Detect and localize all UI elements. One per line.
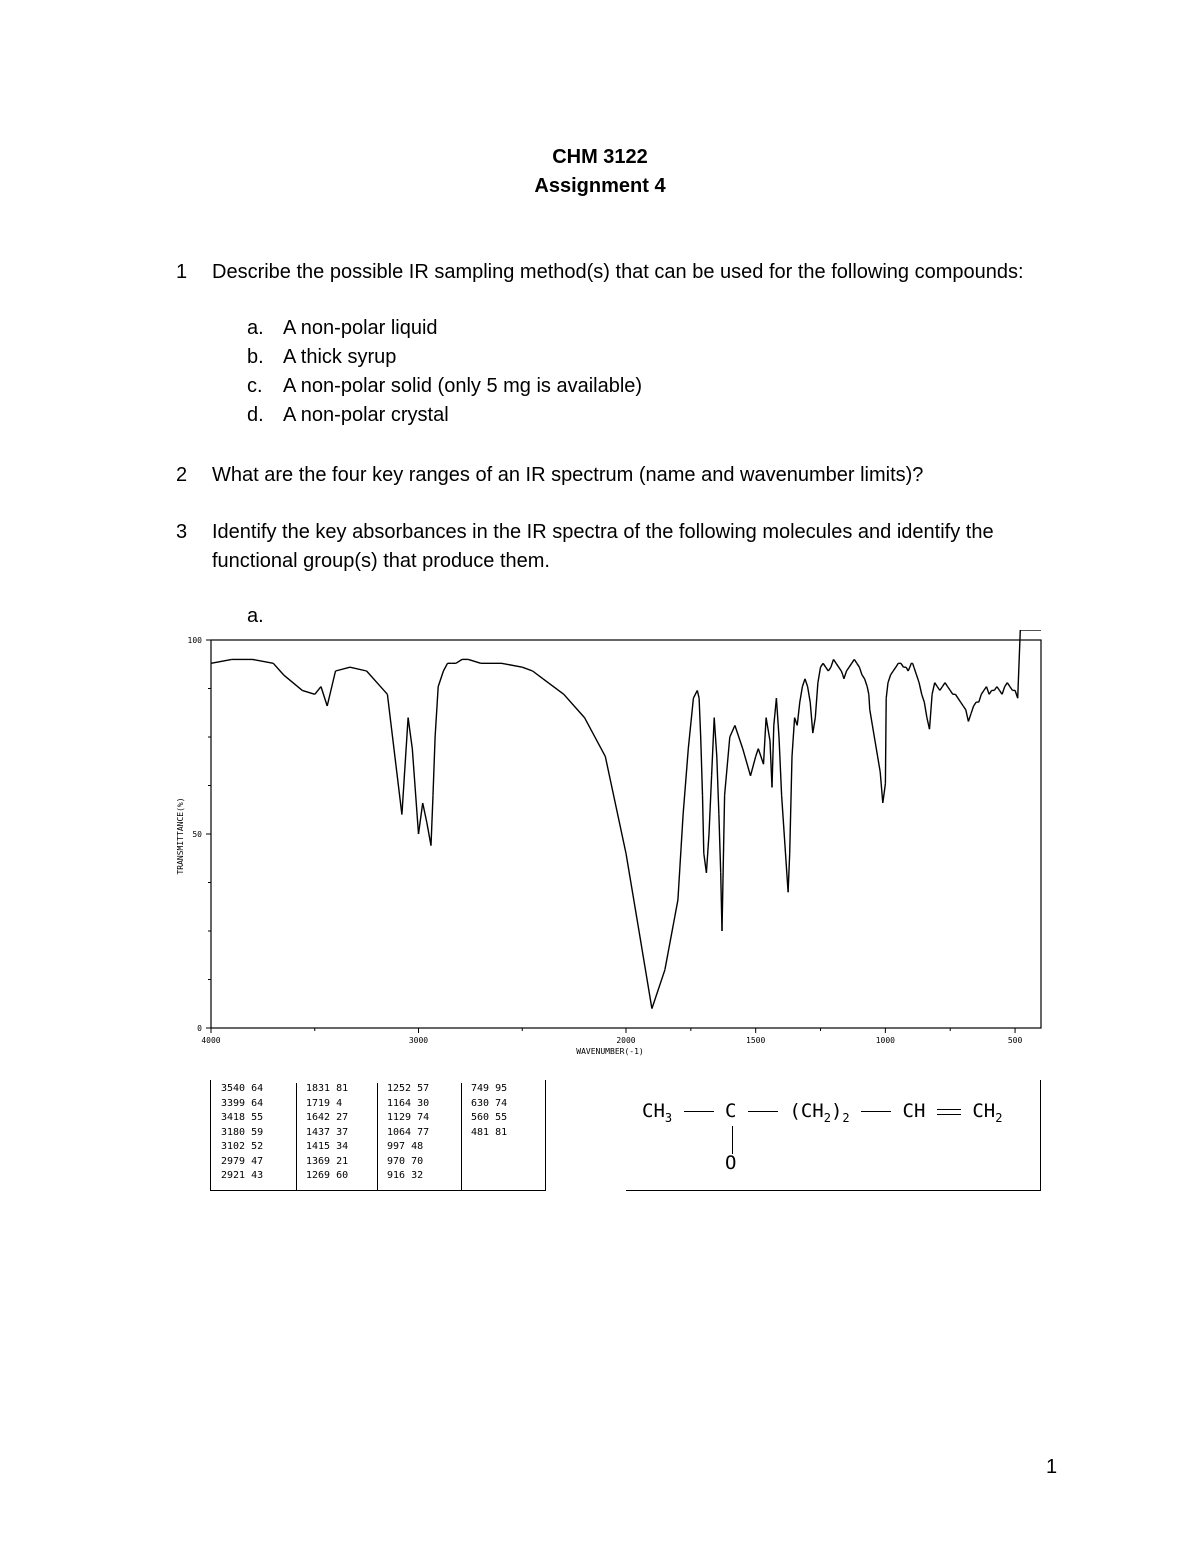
- spectrum-segment: [790, 756, 792, 853]
- spectrum-segment: [585, 718, 606, 757]
- spectrum-segment: [443, 663, 447, 671]
- spectrum-segment: [273, 663, 283, 675]
- spectrum-segment: [772, 725, 774, 787]
- x-tick-label: 1000: [875, 1036, 896, 1045]
- spectrum-segment: [901, 663, 904, 667]
- spectrum-segment: [836, 663, 839, 667]
- peak-entry: 3180 59: [221, 1126, 264, 1138]
- spectrum-segment: [834, 659, 837, 663]
- spectrum-segment: [402, 718, 408, 815]
- spectrum-segment: [948, 687, 951, 691]
- spectrum-segment: [963, 706, 966, 710]
- spectrum-segment: [284, 675, 303, 691]
- spectrum-segment: [730, 725, 735, 737]
- spectrum-segment: [841, 671, 843, 675]
- peak-entry: 970 70: [387, 1155, 424, 1167]
- methylene-open: (CH: [789, 1100, 824, 1122]
- peak-entry: 1269 60: [306, 1170, 349, 1181]
- spectrum-segment: [350, 667, 367, 671]
- spectrum-segment: [891, 671, 894, 675]
- peak-column: [377, 1083, 462, 1190]
- spectrum-segment: [652, 970, 665, 1009]
- spectrum-segment: [831, 659, 834, 667]
- spectrum-segment: [885, 698, 886, 783]
- item-text: A non-polar solid (only 5 mg is available): [283, 375, 643, 397]
- page-number: 1: [1046, 1456, 1058, 1478]
- item-label: c.: [247, 375, 263, 397]
- spectrum-segment: [955, 694, 958, 698]
- question-1-item-d: [247, 404, 449, 427]
- peak-entry: 481 81: [471, 1126, 508, 1138]
- spectrum-segment: [706, 834, 709, 873]
- spectrum-segment: [408, 718, 412, 749]
- spectrum-segment: [862, 675, 865, 679]
- spectrum-segment: [828, 667, 831, 671]
- spectrum-segment: [800, 687, 803, 703]
- peak-entry: 2979 47: [221, 1155, 264, 1167]
- spectrum-segment: [872, 725, 875, 741]
- y-tick-label: 0: [197, 1024, 202, 1033]
- spectrum-segment: [997, 687, 1000, 691]
- spectrum-segment: [427, 822, 431, 845]
- spectrum-segment: [924, 702, 927, 718]
- spectrum-segment: [987, 687, 990, 695]
- spectrum-segment: [968, 714, 971, 722]
- spectrum-segment: [886, 683, 888, 699]
- peak-entry: 3399 64: [221, 1097, 264, 1109]
- y-tick-label: 50: [192, 830, 202, 839]
- spectrum-segment: [867, 687, 869, 695]
- spectrum-segment: [717, 756, 719, 814]
- peak-column: [211, 1083, 297, 1190]
- spectrum-segment: [979, 694, 982, 702]
- spectrum-segment: [683, 749, 688, 815]
- peak-entry: 3102 52: [221, 1141, 264, 1152]
- question-text: Identify the key absorbances in the IR spectra of the following molecules and identify the functional group(s) that produce them.: [212, 521, 994, 572]
- carbonyl-oxygen: O: [725, 1152, 737, 1174]
- spectrum-segment: [693, 690, 697, 698]
- question-1-item-a: [247, 317, 438, 340]
- spectrum-segment: [930, 694, 933, 729]
- spectrum-segment: [502, 663, 523, 667]
- spectrum-segment: [419, 803, 423, 834]
- spectrum-segment: [878, 756, 881, 772]
- peak-entry: 1369 21: [306, 1155, 349, 1167]
- spectrum-segment: [823, 663, 826, 667]
- peak-entry: 1642 27: [306, 1112, 349, 1123]
- spectrum-segment: [914, 667, 917, 675]
- spectrum-segment: [839, 667, 842, 671]
- assignment-title: Assignment 4: [534, 175, 666, 197]
- peak-entry: 2921 43: [221, 1170, 264, 1181]
- spectrum-segment: [917, 675, 920, 683]
- spectrum-segment: [784, 834, 788, 892]
- spectrum-segment: [678, 815, 683, 900]
- item-text: A non-polar liquid: [283, 317, 438, 339]
- spectrum-segment: [940, 687, 943, 691]
- peak-entry: 560 55: [471, 1112, 508, 1123]
- spectrum-segment: [315, 687, 321, 695]
- spectrum-segment: [438, 671, 443, 687]
- x-tick-label: 2000: [616, 1036, 636, 1045]
- spectrum-segment: [870, 710, 873, 726]
- peak-entry: 1164 30: [387, 1097, 430, 1109]
- spectrum-segment: [776, 698, 779, 737]
- peak-entry: 916 32: [387, 1170, 424, 1181]
- spectrum-segment: [919, 683, 922, 695]
- spectrum-segment: [605, 756, 626, 853]
- spectrum-segment: [880, 772, 883, 803]
- spectrum-segment: [699, 698, 701, 737]
- peak-entry: 630 74: [471, 1097, 508, 1109]
- spectrum-segment: [910, 663, 912, 667]
- peak-entry: 1831 81: [306, 1083, 349, 1094]
- spectrum-segment: [945, 683, 948, 687]
- spectrum-segment: [336, 667, 351, 671]
- question-3-part-a-label: a.: [247, 605, 264, 627]
- spectrum-segment: [932, 683, 935, 695]
- spectrum-segment: [639, 931, 652, 1009]
- y-tick-label: 100: [187, 636, 202, 645]
- methyl-subscript: 3: [664, 1110, 673, 1125]
- spectrum-segment: [847, 667, 850, 671]
- question-number: 1: [176, 261, 188, 283]
- spectrum-segment: [950, 690, 953, 694]
- x-axis-label: WAVENUMBER(-1): [576, 1047, 644, 1056]
- spectrum-segment: [849, 663, 852, 667]
- peak-entry: 1719 4: [306, 1097, 343, 1109]
- methylene-close: ): [830, 1100, 843, 1122]
- spectrum-segment: [433, 737, 435, 795]
- spectrum-segment: [788, 853, 790, 892]
- question-number: 3: [176, 521, 188, 543]
- peak-entry: 3540 64: [221, 1083, 264, 1094]
- item-label: b.: [247, 346, 264, 368]
- methylene-subscript: 2: [823, 1110, 831, 1125]
- spectrum-segment: [564, 694, 585, 717]
- question-text: What are the four key ranges of an IR spectrum (name and wavenumber limits)?: [212, 464, 924, 486]
- spectrum-segment: [961, 702, 964, 706]
- y-axis-label: TRANSMITTANCE(%): [176, 797, 185, 875]
- spectrum-segment: [865, 679, 868, 687]
- spectrum-segment: [764, 718, 767, 765]
- spectrum-segment: [751, 756, 756, 775]
- spectrum-segment: [431, 795, 433, 845]
- vinyl-ch: CH: [902, 1100, 926, 1122]
- carbonyl-bond: [732, 1126, 733, 1154]
- peak-entry: 1064 77: [387, 1126, 430, 1138]
- spectrum-segment: [533, 671, 543, 679]
- spectrum-segment: [712, 718, 715, 776]
- spectrum-segment: [756, 749, 759, 757]
- spectrum-segment: [766, 718, 770, 741]
- spectrum-segment: [697, 690, 699, 698]
- spectrum-segment: [387, 694, 402, 814]
- spectrum-segment: [688, 698, 693, 748]
- item-text: A thick syrup: [283, 346, 397, 368]
- spectrum-segment: [665, 900, 678, 970]
- spectrum-segment: [743, 749, 751, 776]
- double-bond: [937, 1109, 961, 1115]
- spectrum-segment: [792, 718, 795, 757]
- single-bond: [684, 1111, 714, 1112]
- spectrum-segment: [815, 683, 818, 718]
- single-bond: [861, 1111, 891, 1112]
- spectrum-segment: [958, 698, 961, 702]
- question-1-item-b: [247, 346, 396, 369]
- spectrum-segment: [844, 671, 847, 679]
- spectrum-segment: [722, 795, 725, 931]
- peak-column: [296, 1083, 378, 1190]
- peak-entry: 1437 37: [306, 1126, 349, 1138]
- item-label: d.: [247, 404, 264, 426]
- spectrum-segment: [854, 659, 857, 663]
- spectrum-segment: [543, 679, 564, 695]
- structure-box: [626, 1080, 1041, 1191]
- spectrum-segment: [782, 795, 785, 834]
- spectrum-segment: [813, 718, 816, 734]
- spectrum-segment: [367, 671, 388, 694]
- spectrum-segment: [779, 737, 782, 795]
- spectrum-segment: [302, 690, 315, 694]
- spectrum-segment: [966, 710, 969, 722]
- item-label: a.: [247, 317, 264, 339]
- spectrum-segment: [468, 659, 481, 663]
- spectrum-segment: [423, 803, 427, 822]
- spectrum-segment: [412, 749, 418, 834]
- structure-formula: [642, 1100, 1002, 1125]
- spectrum-segment: [802, 679, 805, 687]
- spectrum-segment: [797, 702, 800, 725]
- question-text: Describe the possible IR sampling method(s) that can be used for the following compounds:: [212, 261, 1024, 283]
- spectrum-segment: [805, 679, 808, 687]
- peak-entry: 749 95: [471, 1083, 508, 1094]
- x-tick-label: 3000: [408, 1036, 429, 1045]
- vinyl-ch2: CH: [972, 1100, 996, 1122]
- spectrum-segment: [888, 675, 891, 683]
- spectrum-segment: [810, 702, 813, 733]
- single-bond: [748, 1111, 778, 1112]
- vinyl-subscript: 2: [995, 1110, 1003, 1125]
- spectrum-segment: [935, 683, 938, 687]
- spectrum-segment: [327, 671, 335, 706]
- plot-frame: [211, 640, 1041, 1028]
- spectrum-segment: [1002, 687, 1005, 695]
- spectrum-segment: [253, 659, 274, 663]
- spectrum-segment: [701, 737, 703, 795]
- spectrum-segment: [735, 725, 743, 748]
- spectrum-segment: [321, 687, 327, 706]
- peak-column: [461, 1083, 545, 1190]
- question-number: 2: [176, 464, 188, 486]
- spectrum-segment: [893, 667, 896, 671]
- spectrum-segment: [908, 667, 910, 671]
- spectrum-segment: [875, 741, 878, 757]
- spectrum-segment: [883, 784, 886, 803]
- spectrum-segment: [989, 690, 992, 694]
- spectrum-segment: [211, 659, 232, 663]
- spectrum-segment: [725, 737, 730, 795]
- spectrum-segment: [869, 694, 870, 710]
- spectrum-segment: [703, 795, 704, 853]
- spectrum-segment: [896, 663, 899, 667]
- peak-entry: 3418 55: [221, 1112, 264, 1123]
- spectrum-segment: [714, 718, 717, 757]
- x-tick-label: 4000: [201, 1036, 221, 1045]
- spectrum-segment: [1010, 687, 1013, 691]
- peak-entry: 1129 74: [387, 1112, 430, 1123]
- methylene-repeat: 2: [842, 1110, 850, 1125]
- spectrum-segment: [758, 749, 763, 765]
- x-tick-label: 500: [1007, 1036, 1023, 1045]
- peak-entry: 997 48: [387, 1141, 424, 1152]
- carbonyl-carbon: C: [725, 1100, 737, 1122]
- spectrum-segment: [971, 706, 974, 714]
- spectrum-segment: [808, 687, 811, 703]
- spectrum-segment: [626, 853, 639, 931]
- spectrum-segment: [818, 667, 821, 683]
- ir-spectrum-chart: [170, 630, 1050, 1060]
- spectrum-segment: [435, 687, 438, 737]
- spectrum-segment: [922, 694, 925, 702]
- peak-entry: 1415 34: [306, 1141, 349, 1152]
- spectrum-segment: [522, 667, 532, 671]
- methyl-group: CH: [642, 1100, 665, 1122]
- spectrum-segment: [913, 663, 914, 667]
- spectrum-segment: [456, 659, 462, 663]
- course-code: CHM 3122: [552, 146, 648, 168]
- spectrum-segment: [981, 690, 984, 694]
- spectrum-segment: [974, 702, 977, 706]
- spectrum-segment: [859, 667, 862, 675]
- question-1-item-c: [247, 375, 642, 398]
- x-tick-label: 1500: [746, 1036, 766, 1045]
- spectrum-segment: [857, 663, 860, 667]
- peak-entry: 1252 57: [387, 1083, 430, 1094]
- spectrum-segment: [709, 776, 712, 834]
- spectrum-segment: [1007, 683, 1010, 687]
- spectrum-segment: [719, 815, 721, 873]
- peak-table: [210, 1080, 546, 1191]
- item-text: A non-polar crystal: [283, 404, 449, 426]
